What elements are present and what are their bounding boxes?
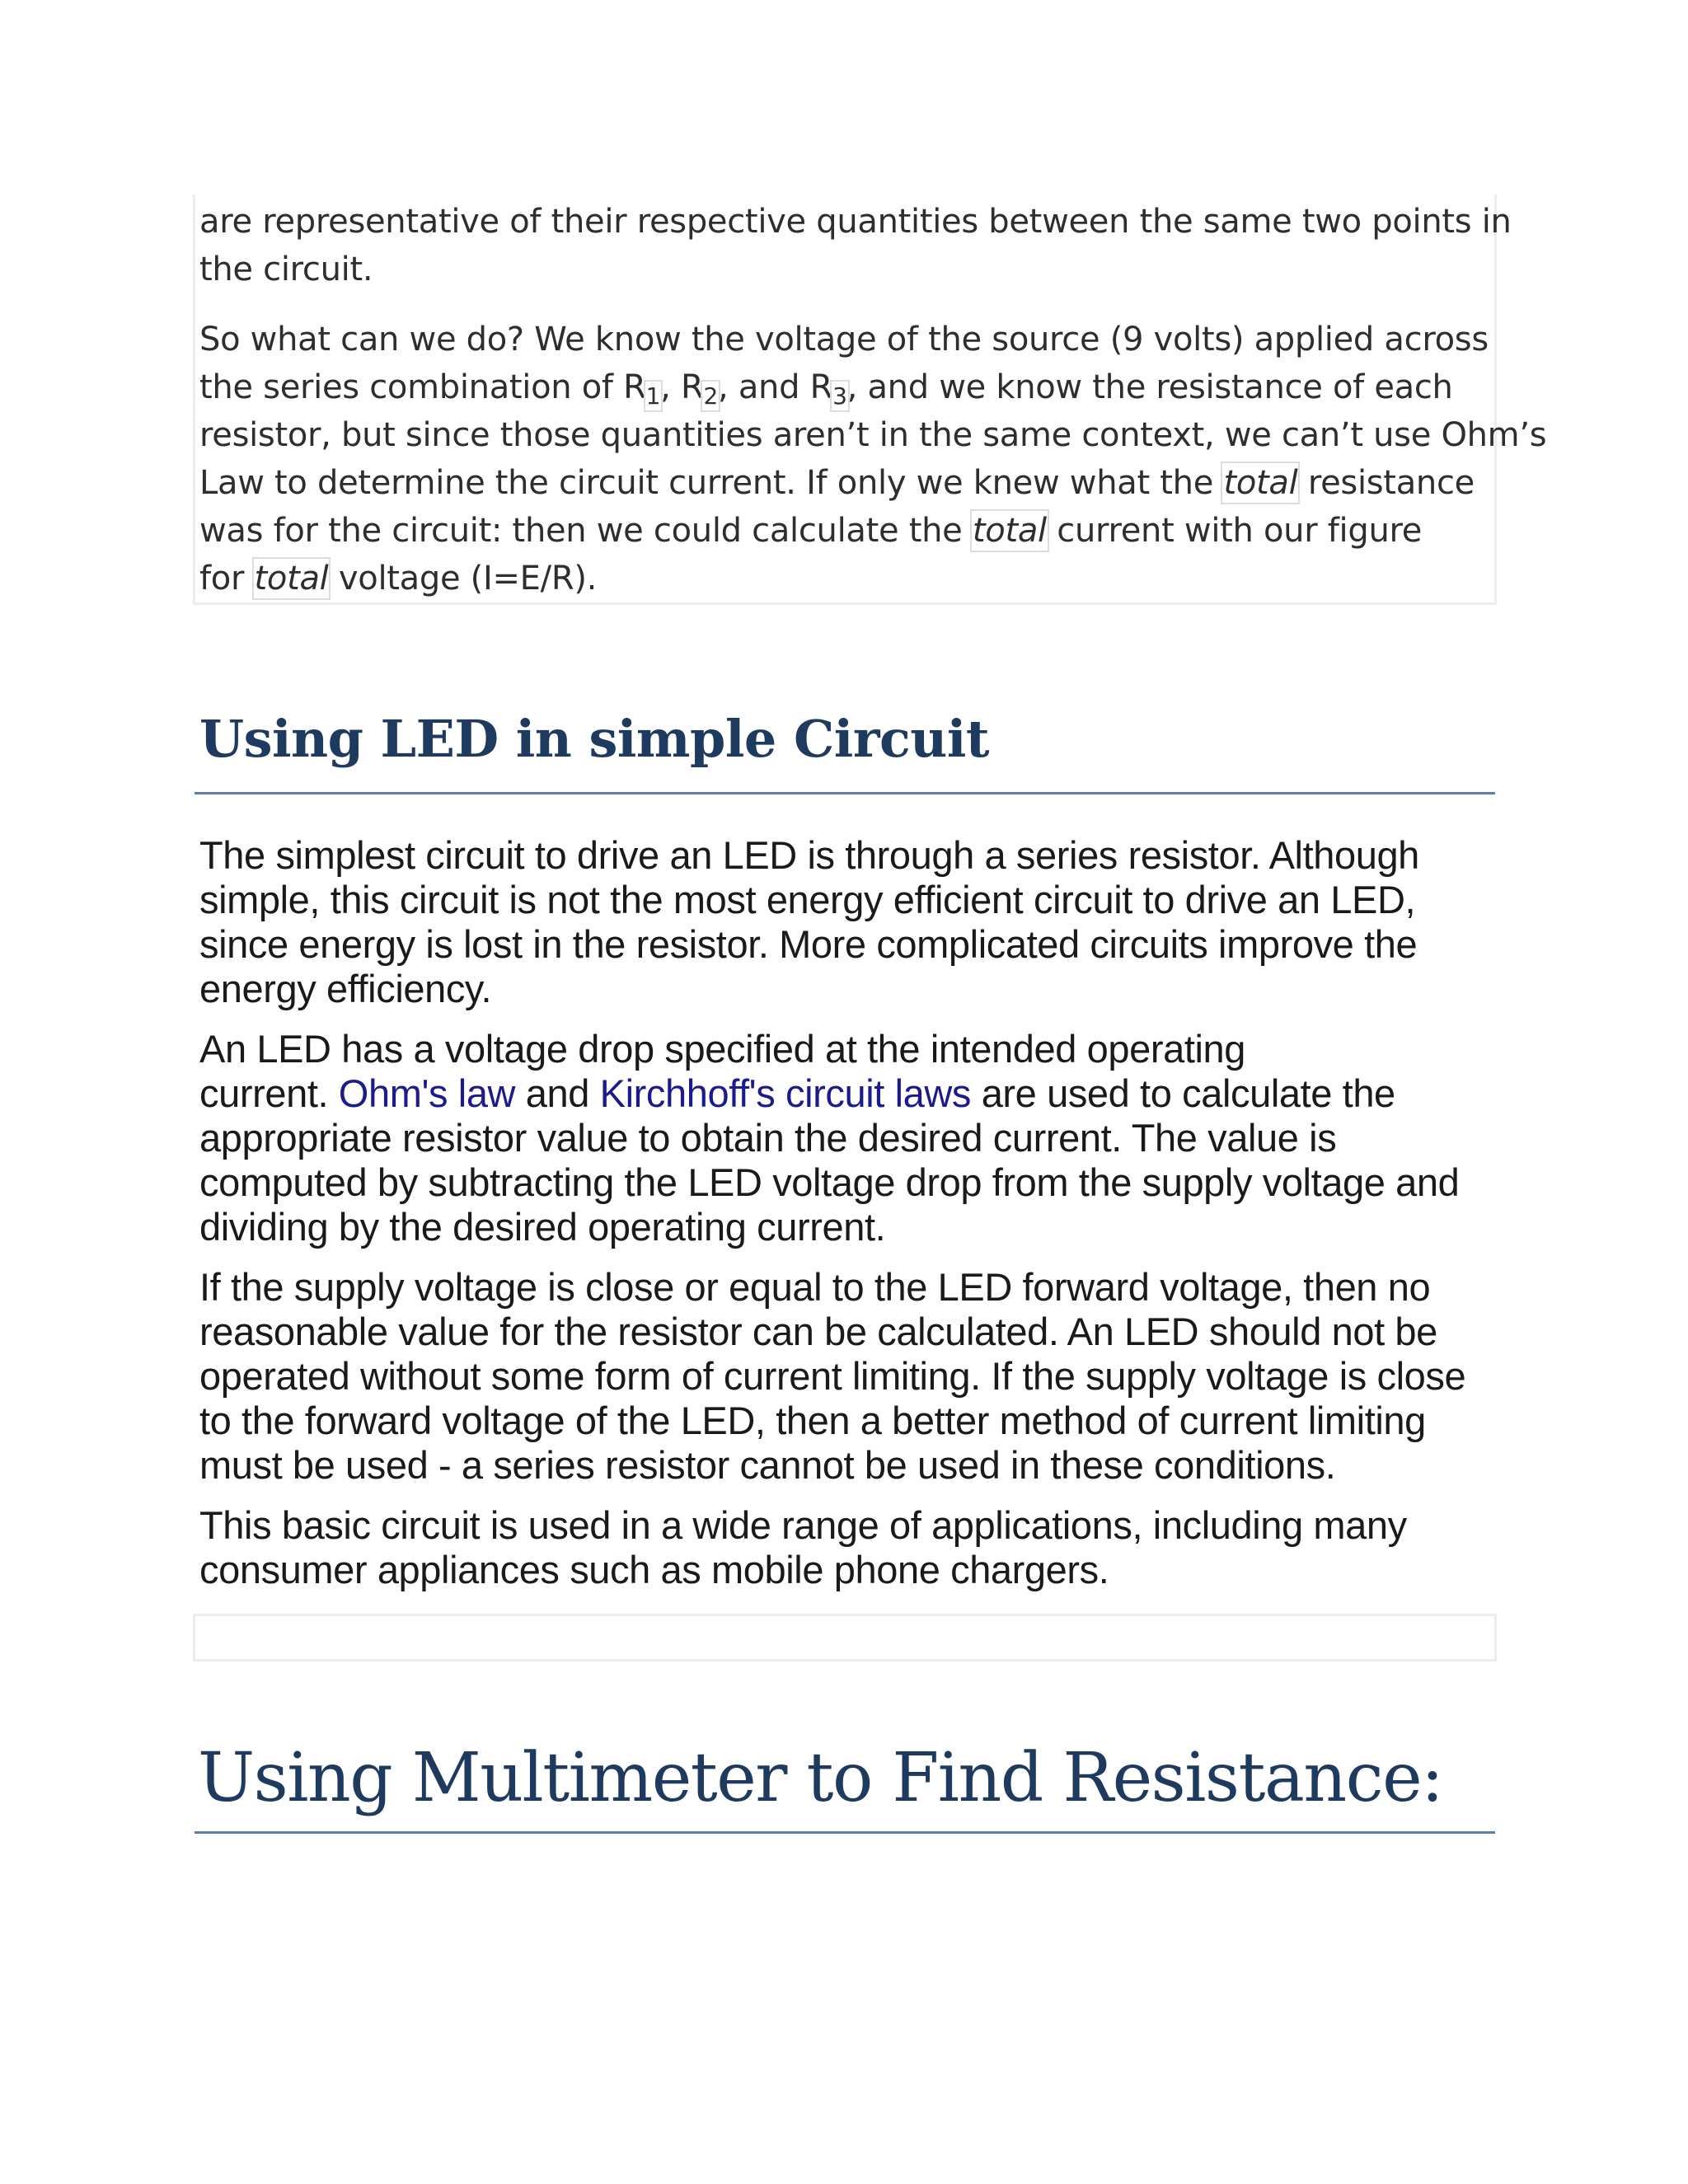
- heading-led-circuit: Using LED in simple Circuit: [199, 709, 990, 769]
- excerpt-line: current with our figure: [1046, 512, 1423, 550]
- excerpt-paragraph-2: [199, 316, 1547, 602]
- emphasis-total: total: [1223, 464, 1298, 502]
- excerpt-line: So what can we do? We know the voltage of the source (9 volts) applied across: [199, 321, 1489, 359]
- led-paragraph-1: [199, 833, 1510, 1011]
- excerpt-line: resistance: [1297, 464, 1475, 502]
- excerpt-line: , and R: [718, 368, 833, 406]
- excerpt-line: Law to determine the circuit current. If only we knew what the: [199, 464, 1224, 502]
- heading-underline: [195, 792, 1495, 794]
- text-line: consumer appliances such as mobile phone chargers.: [199, 1548, 1109, 1591]
- excerpt-line: the circuit.: [199, 251, 373, 288]
- led-paragraph-3: [199, 1265, 1510, 1488]
- text-segment: current.: [199, 1071, 339, 1115]
- subscript-3: 3: [832, 382, 847, 410]
- text-segment: and: [515, 1071, 600, 1115]
- text-line: reasonable value for the resistor can be calculated. An LED should not be: [199, 1310, 1437, 1353]
- excerpt-paragraph-1: [199, 198, 1512, 293]
- subscript-1: 1: [645, 382, 661, 410]
- text-line: This basic circuit is used in a wide range of applications, including many: [199, 1503, 1407, 1547]
- text-line: If the supply voltage is close or equal to the LED forward voltage, then no: [199, 1265, 1431, 1309]
- text-line: simple, this circuit is not the most energy efficient circuit to drive an LED,: [199, 878, 1416, 921]
- text-line: operated without some form of current limiting. If the supply voltage is close: [199, 1354, 1466, 1398]
- text-line: since energy is lost in the resistor. More complicated circuits improve the: [199, 922, 1418, 966]
- text-line: energy efficiency.: [199, 967, 492, 1010]
- excerpt-line: voltage (I=E/R).: [328, 560, 598, 598]
- heading-underline: [195, 1831, 1495, 1834]
- excerpt-line: , R: [660, 368, 704, 406]
- excerpt-line: resistor, but since those quantities aren’t in the same context, we can’t use Ohm’s: [199, 416, 1547, 454]
- text-segment: are used to calculate the: [971, 1071, 1395, 1115]
- text-line: must be used - a series resistor cannot be used in these conditions.: [199, 1443, 1336, 1487]
- excerpt-line: are representative of their respective quantities between the same two points in: [199, 203, 1512, 241]
- text-line: to the forward voltage of the LED, then a better method of current limiting: [199, 1399, 1426, 1442]
- subscript-2: 2: [703, 382, 718, 410]
- text-line: [199, 1071, 1510, 1116]
- empty-frame: [193, 1614, 1497, 1661]
- kirchhoffs-laws-link[interactable]: Kirchhoff's circuit laws: [599, 1071, 972, 1115]
- led-section-body: [199, 833, 1510, 1608]
- led-paragraph-4: [199, 1503, 1510, 1592]
- text-line: dividing by the desired operating current.: [199, 1205, 886, 1249]
- led-paragraph-2: [199, 1027, 1510, 1249]
- heading-multimeter: Using Multimeter to Find Resistance:: [198, 1739, 1443, 1817]
- excerpt-line: for: [199, 560, 255, 598]
- text-line: An LED has a voltage drop specified at the intended operating: [199, 1027, 1245, 1071]
- excerpt-line: the series combination of R: [199, 368, 646, 406]
- text-line: appropriate resistor value to obtain the desired current. The value is: [199, 1116, 1337, 1160]
- text-line: computed by subtracting the LED voltage drop from the supply voltage and: [199, 1160, 1460, 1204]
- excerpt-line: , and we know the resistance of each: [846, 368, 1453, 406]
- emphasis-total: total: [254, 560, 329, 598]
- ohms-law-link[interactable]: Ohm's law: [338, 1071, 516, 1115]
- text-line: The simplest circuit to drive an LED is through a series resistor. Although: [199, 833, 1419, 877]
- emphasis-total: total: [972, 512, 1047, 550]
- excerpt-line: was for the circuit: then we could calculate the: [199, 512, 973, 550]
